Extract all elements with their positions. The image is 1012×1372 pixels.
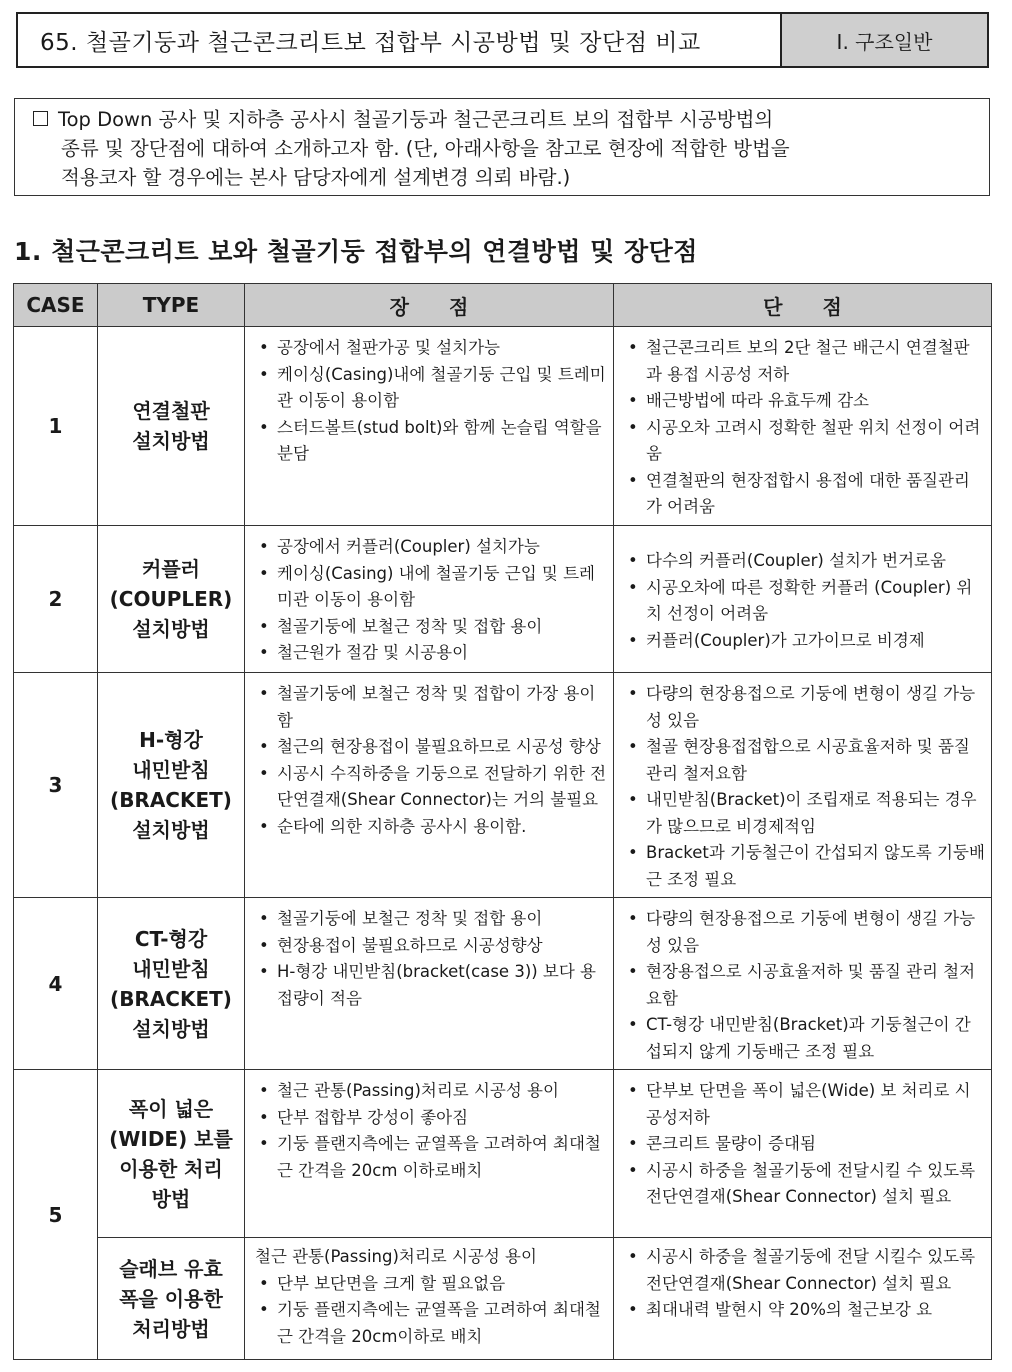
list-item: • 스터드볼트(stud bolt)와 함께 논슬립 역할을 분담 xyxy=(255,415,607,468)
table-row xyxy=(14,1238,992,1360)
case-number: 1 xyxy=(14,327,98,526)
list-item: 철근 관통(Passing)처리로 시공성 용이 xyxy=(255,1247,537,1266)
pros-cell xyxy=(245,526,614,673)
case-number: 3 xyxy=(14,673,98,898)
list-item: • 다량의 현장용접으로 기둥에 변형이 생길 가능성 있음 xyxy=(624,681,985,734)
list-item: • 최대내력 발현시 약 20%의 철근보강 요 xyxy=(624,1297,985,1324)
list-item: • 철근의 현장용접이 불필요하므로 시공성 향상 xyxy=(255,734,607,761)
list-item: • 케이싱(Casing) 내에 철골기둥 근입 및 트레미관 이동이 용이함 xyxy=(255,561,607,614)
table-header-row xyxy=(14,284,992,327)
list-item: • Bracket과 기둥철근이 간섭되지 않도록 기둥배근 조정 필요 xyxy=(624,840,985,893)
case-number: 5 xyxy=(14,1070,98,1360)
table-row xyxy=(14,327,992,526)
list-item: • 시공시 수직하중을 기둥으로 전달하기 위한 전단연결재(Shear Connector)는 거의 불필요 xyxy=(255,761,607,814)
intro-box xyxy=(14,98,990,196)
list-item: • 단부 접합부 강성이 좋아짐 xyxy=(255,1105,607,1132)
list-item: • 콘크리트 물량이 증대됨 xyxy=(624,1131,985,1158)
list-item: • 순타에 의한 지하층 공사시 용이함. xyxy=(255,814,607,841)
list-item: • 다량의 현장용접으로 기둥에 변형이 생길 가능성 있음 xyxy=(624,906,985,959)
list-item: • 철근원가 절감 및 시공용이 xyxy=(255,640,607,667)
type-cell: 연결철판 설치방법 xyxy=(98,327,245,526)
list-item: • 시공시 하중을 철골기둥에 전달 시킬수 있도록 전단연결재(Shear Connector) 설치 필요 xyxy=(624,1244,985,1297)
checkbox-icon xyxy=(33,111,48,126)
list-item: • 내민받침(Bracket)이 조립재로 적용되는 경우가 많으므로 비경제적임 xyxy=(624,787,985,840)
list-item: • 시공오차 고려시 정확한 철판 위치 선정이 어려움 xyxy=(624,415,985,468)
list-item: • 철골 현장용접접합으로 시공효율저하 및 품질 관리 철저요함 xyxy=(624,734,985,787)
list-item: • 공장에서 커플러(Coupler) 설치가능 xyxy=(255,534,607,561)
type-cell: 슬래브 유효 폭을 이용한 처리방법 xyxy=(98,1238,245,1360)
list-item: • 커플러(Coupler)가 고가이므로 비경제 xyxy=(624,628,985,655)
comparison-table xyxy=(13,283,992,1360)
table-row xyxy=(14,673,992,898)
list-item: • CT-형강 내민받침(Bracket)과 기둥철근이 간섭되지 않게 기둥배근 조정 필요 xyxy=(624,1012,985,1065)
cons-cell xyxy=(614,1070,992,1238)
cons-cell xyxy=(614,526,992,673)
pros-cell xyxy=(245,327,614,526)
header-box xyxy=(16,12,989,68)
pros-cell xyxy=(245,1070,614,1238)
list-item: • 시공오차에 따른 정확한 커플러 (Coupler) 위치 선정이 어려움 xyxy=(624,575,985,628)
list-item: • 현장용접이 불필요하므로 시공성향상 xyxy=(255,933,607,960)
list-item: • 연결철판의 현장접합시 용접에 대한 품질관리가 어려움 xyxy=(624,468,985,521)
case-number: 2 xyxy=(14,526,98,673)
type-cell: 커플러 (COUPLER) 설치방법 xyxy=(98,526,245,673)
case-number: 4 xyxy=(14,898,98,1070)
list-item: • H-형강 내민받침(bracket(case 3)) 보다 용접량이 적음 xyxy=(255,959,607,1012)
page-title: 65. 철골기둥과 철근콘크리트보 접합부 시공방법 및 장단점 비교 xyxy=(40,29,701,56)
intro-line: 종류 및 장단점에 대하여 소개하고자 함. (단, 아래사항을 참고로 현장에 적합한 방법을 xyxy=(61,137,790,160)
pros-cell xyxy=(245,673,614,898)
cons-cell xyxy=(614,898,992,1070)
cons-cell xyxy=(614,327,992,526)
type-cell: 폭이 넓은 (WIDE) 보를 이용한 처리 방법 xyxy=(98,1070,245,1238)
cons-cell xyxy=(614,1238,992,1360)
table-row xyxy=(14,526,992,673)
list-item: • 다수의 커플러(Coupler) 설치가 번거로움 xyxy=(624,548,985,575)
list-item: • 현장용접으로 시공효율저하 및 품질 관리 철저요함 xyxy=(624,959,985,1012)
list-item: • 철골기둥에 보철근 정착 및 접합 용이 xyxy=(255,614,607,641)
list-item: • 철골기둥에 보철근 정착 및 접합 용이 xyxy=(255,906,607,933)
list-item: • 단부보 단면을 폭이 넓은(Wide) 보 처리로 시공성저하 xyxy=(624,1078,985,1131)
list-item: • 기둥 플랜지측에는 균열폭을 고려하여 최대철근 간격을 20cm 이하로배치 xyxy=(255,1131,607,1184)
cons-cell xyxy=(614,673,992,898)
list-item: • 배근방법에 따라 유효두께 감소 xyxy=(624,388,985,415)
list-item: • 철근 관통(Passing)처리로 시공성 용이 xyxy=(255,1078,607,1105)
header-type: TYPE xyxy=(98,284,245,327)
list-item: • 철근콘크리트 보의 2단 철근 배근시 연결철판과 용접 시공성 저하 xyxy=(624,335,985,388)
list-item: • 기둥 플랜지측에는 균열폭을 고려하여 최대철근 간격을 20cm이하로 배치 xyxy=(255,1297,607,1350)
list-item: • 시공시 하중을 철골기둥에 전달시킬 수 있도록 전단연결재(Shear Connector) 설치 필요 xyxy=(624,1158,985,1211)
header-cons: 단 점 xyxy=(614,284,992,327)
intro-line: 적용코자 할 경우에는 본사 담당자에게 설계변경 의뢰 바람.) xyxy=(61,166,571,189)
table-row xyxy=(14,898,992,1070)
list-item: • 공장에서 철판가공 및 설치가능 xyxy=(255,335,607,362)
section-title: 1. 철근콘크리트 보와 철골기둥 접합부의 연결방법 및 장단점 xyxy=(14,237,698,266)
table-row xyxy=(14,1070,992,1238)
list-item: • 케이싱(Casing)내에 철골기둥 근입 및 트레미관 이동이 용이함 xyxy=(255,362,607,415)
type-cell: CT-형강 내민받침 (BRACKET) 설치방법 xyxy=(98,898,245,1070)
list-item: • 철골기둥에 보철근 정착 및 접합이 가장 용이함 xyxy=(255,681,607,734)
pros-cell xyxy=(245,1238,614,1360)
category-label: Ⅰ. 구조일반 xyxy=(780,14,987,66)
pros-cell xyxy=(245,898,614,1070)
list-item: • 단부 보단면을 크게 할 필요없음 xyxy=(255,1271,607,1298)
type-cell: H-형강 내민받침 (BRACKET) 설치방법 xyxy=(98,673,245,898)
intro-line: Top Down 공사 및 지하층 공사시 철골기둥과 철근콘크리트 보의 접합부 시공방법의 xyxy=(33,105,977,134)
header-pros: 장 점 xyxy=(245,284,614,327)
header-case: CASE xyxy=(14,284,98,327)
